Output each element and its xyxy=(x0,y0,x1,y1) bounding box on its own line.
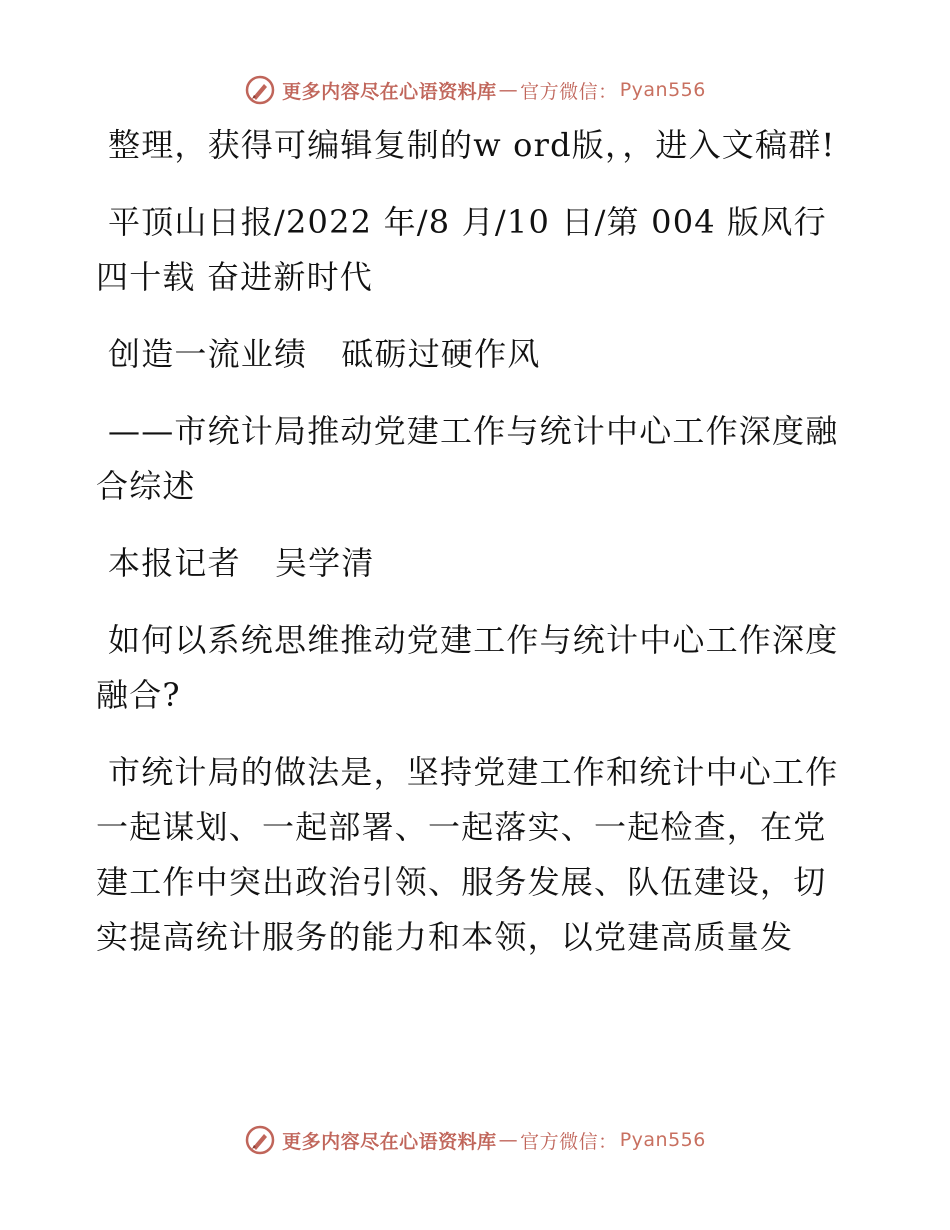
paragraph-headline: 创造一流业绩 砥砺过硬作风 xyxy=(108,335,541,373)
pen-logo-icon xyxy=(244,74,276,106)
document-body xyxy=(96,118,856,987)
paragraph-intro: 整理，获得可编辑复制的w ord版，，进入文稿群! xyxy=(108,126,836,164)
watermark-sub-text: 官方微信： xyxy=(520,1130,618,1153)
paragraph-byline: 本报记者 吴学清 xyxy=(108,544,375,582)
paragraph-source: 平顶山日报/2022 年/8 月/10 日/第 004 版风行四十载 奋进新时代 xyxy=(96,203,827,296)
paragraph-body: 市统计局的做法是，坚持党建工作和统计中心工作一起谋划、一起部署、一起落实、一起检查，在党建工作中突出政治引领、服务发展、队伍建设，切实提高统计服务的能力和本领，以党建高质量发 xyxy=(96,753,839,956)
watermark-id: Pyan556 xyxy=(619,1129,706,1151)
footer-watermark xyxy=(0,1120,950,1160)
watermark-separator: — xyxy=(498,79,519,101)
watermark-main-text: 更多内容尽在心语资料库 xyxy=(282,1130,497,1153)
paragraph-subheadline: ——市统计局推动党建工作与统计中心工作深度融合综述 xyxy=(96,412,839,505)
watermark-id: Pyan556 xyxy=(619,79,706,101)
watermark-sub-text: 官方微信： xyxy=(520,80,618,103)
watermark-separator: — xyxy=(498,1129,519,1151)
watermark-main-text: 更多内容尽在心语资料库 xyxy=(282,80,497,103)
header-watermark xyxy=(0,70,950,110)
pen-logo-icon xyxy=(244,1124,276,1156)
paragraph-question: 如何以系统思维推动党建工作与统计中心工作深度融合? xyxy=(96,621,839,714)
